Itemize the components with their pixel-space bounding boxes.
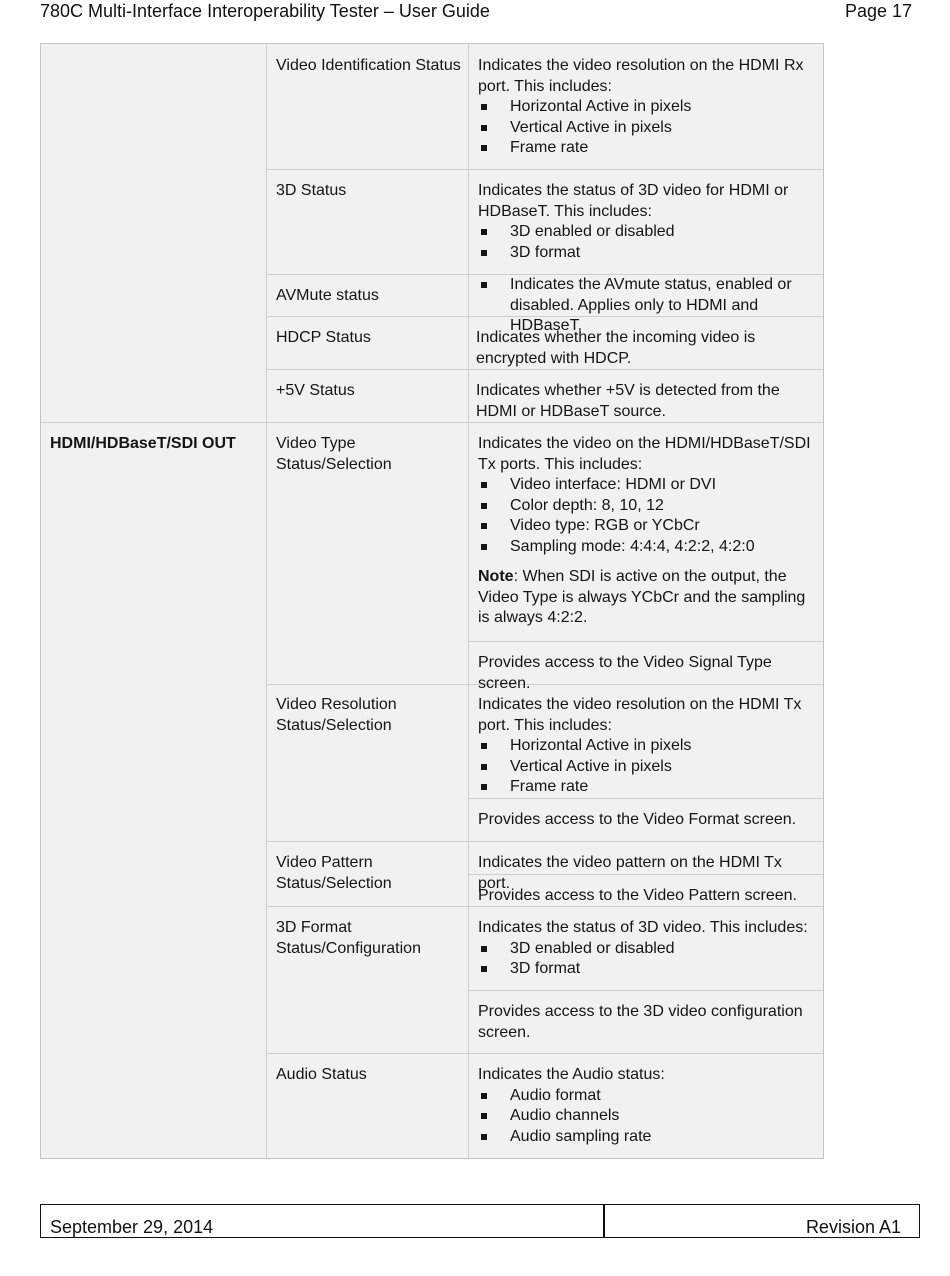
label-line: Status/Selection <box>276 874 392 892</box>
desc-text: Indicates the video on the HDMI/HDBaseT/SDI Tx ports. This includes: <box>478 435 811 473</box>
row-desc-3d-format <box>478 918 818 980</box>
desc-text: Indicates the video resolution on the HDMI Tx port. This includes: <box>478 696 802 734</box>
bullet-item: 3D enabled or disabled <box>478 222 818 243</box>
bullet-item: Horizontal Active in pixels <box>478 97 818 118</box>
note-body: : When SDI is active on the output, the Video Type is always YCbCr and the sampling is always 4:2:2. <box>478 568 806 626</box>
footer-divider <box>603 1205 605 1237</box>
bullet-item: Audio format <box>478 1086 818 1107</box>
label-line: 3D Format <box>276 919 352 936</box>
row-access-3d-format: Provides access to the 3D video configuration screen. <box>478 1003 803 1041</box>
row-desc-video-identification <box>478 56 818 159</box>
row-label-video-resolution <box>276 695 461 736</box>
status-table <box>40 43 824 1159</box>
page-number: Page 17 <box>844 1 912 21</box>
bullet-item: 3D enabled or disabled <box>478 939 818 960</box>
row-desc-video-pattern: Indicates the video pattern on the HDMI Tx port. <box>478 854 782 892</box>
label-line: Status/Selection <box>276 455 392 473</box>
row-divider <box>266 1053 823 1054</box>
bullet-item: 3D format <box>478 959 818 980</box>
row-label-avmute: AVMute status <box>276 287 379 304</box>
row-desc-audio <box>478 1065 818 1147</box>
row-desc-3d-status <box>478 181 818 263</box>
row-desc-video-resolution <box>478 695 818 798</box>
row-label-video-identification: Video Identification Status <box>276 57 461 74</box>
bullet-item: Video type: RGB or YCbCr <box>478 516 818 537</box>
label-line: Video Resolution <box>276 696 397 713</box>
bullet-item: Frame rate <box>478 777 818 798</box>
document-title: 780C Multi-Interface Interoperability Tester – User Guide <box>40 1 490 21</box>
row-label-video-pattern <box>276 853 461 894</box>
row-label-3d-format <box>276 918 461 959</box>
note-text <box>478 567 818 629</box>
row-label-3d-status: 3D Status <box>276 182 347 199</box>
bullet-item: Audio channels <box>478 1106 818 1127</box>
desc-text: Indicates the Audio status: <box>478 1066 665 1083</box>
section-divider <box>41 422 823 423</box>
desc-text: Indicates the video resolution on the HDMI Rx port. This includes: <box>478 57 804 95</box>
note-keyword: Note <box>478 568 514 585</box>
label-line: Video Pattern <box>276 854 373 871</box>
row-label-audio: Audio Status <box>276 1066 367 1083</box>
cell-divider <box>468 641 823 642</box>
row-access-video-resolution: Provides access to the Video Format screen. <box>478 811 797 828</box>
label-line: Status/Selection <box>276 716 392 734</box>
bullet-item: 3D format <box>478 243 818 264</box>
bullet-item: Color depth: 8, 10, 12 <box>478 496 818 517</box>
column-divider <box>266 44 267 1158</box>
row-label-hdcp: HDCP Status <box>276 329 371 346</box>
row-access-video-type: Provides access to the Video Signal Type screen. <box>478 654 772 692</box>
cell-divider <box>468 798 823 799</box>
row-label-5v: +5V Status <box>276 382 355 399</box>
row-desc-video-type <box>478 434 818 629</box>
bullet-item: Horizontal Active in pixels <box>478 736 818 757</box>
desc-text: Indicates the status of 3D video. This includes: <box>478 919 808 936</box>
row-divider <box>266 841 823 842</box>
footer-revision: Revision A1 <box>805 1217 901 1237</box>
row-divider <box>266 369 823 370</box>
bullet-item: Indicates the AVmute status, enabled or disabled. Applies only to HDMI and HDBaseT. <box>478 275 818 337</box>
bullet-item: Frame rate <box>478 138 818 159</box>
label-line: Status/Configuration <box>276 939 421 957</box>
desc-text: Indicates the status of 3D video for HDMI or HDBaseT. This includes: <box>478 182 789 220</box>
row-access-video-pattern: Provides access to the Video Pattern screen. <box>478 887 797 904</box>
cell-divider <box>468 990 823 991</box>
label-line: Video Type <box>276 435 356 452</box>
row-desc-hdcp: Indicates whether the incoming video is encrypted with HDCP. <box>476 329 756 367</box>
bullet-item: Video interface: HDMI or DVI <box>478 475 818 496</box>
bullet-item: Vertical Active in pixels <box>478 118 818 139</box>
page-footer <box>40 1204 920 1238</box>
row-desc-5v: Indicates whether +5V is detected from the HDMI or HDBaseT source. <box>476 382 780 420</box>
footer-date: September 29, 2014 <box>50 1217 214 1237</box>
section-label-out: HDMI/HDBaseT/SDI OUT <box>50 435 236 452</box>
bullet-item: Sampling mode: 4:4:4, 4:2:2, 4:2:0 <box>478 537 818 558</box>
row-label-video-type <box>276 434 461 475</box>
bullet-item: Audio sampling rate <box>478 1127 818 1148</box>
bullet-item: Vertical Active in pixels <box>478 757 818 778</box>
row-divider <box>266 169 823 170</box>
